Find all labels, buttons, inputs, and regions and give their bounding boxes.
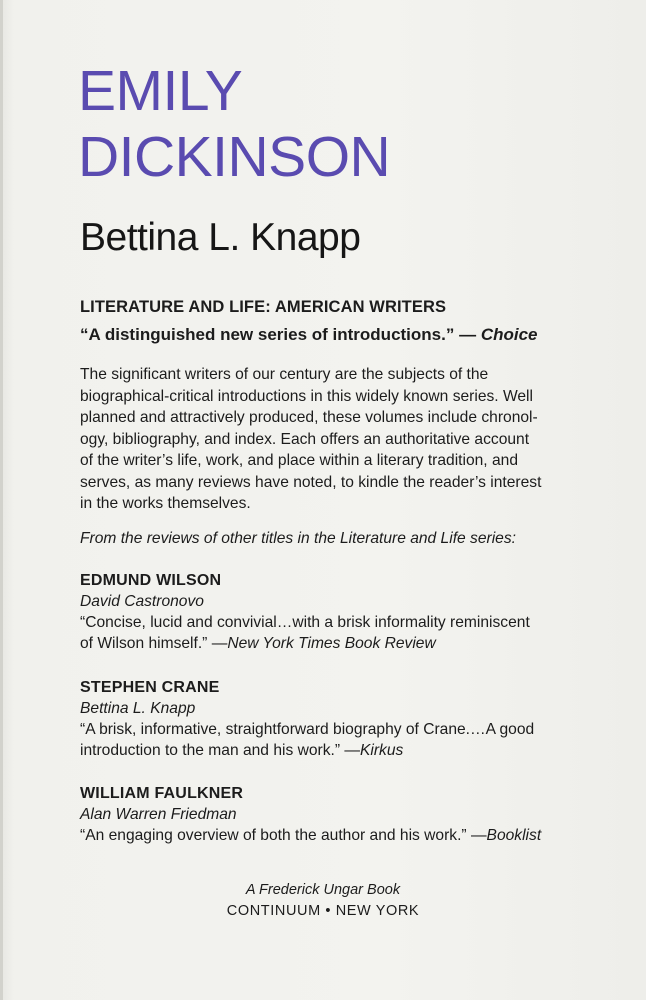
series-description bbox=[80, 364, 568, 515]
review-author: Bettina L. Knapp bbox=[80, 700, 196, 717]
review-author: David Castronovo bbox=[80, 593, 204, 610]
series-quote-text: “A distinguished new series of introductions.” bbox=[80, 325, 455, 344]
review-quote-line bbox=[80, 740, 570, 761]
reviews-intro: From the reviews of other titles in the Literature and Life series: bbox=[80, 530, 516, 547]
review-edmund-wilson bbox=[80, 570, 570, 654]
description-line: in the works themselves. bbox=[80, 495, 251, 512]
review-title: STEPHEN CRANE bbox=[80, 679, 220, 696]
description-line: The significant writers of our century are the subjects of the bbox=[80, 366, 489, 383]
series-quote-dash: — bbox=[454, 325, 481, 344]
book-author: Bettina L. Knapp bbox=[80, 216, 361, 259]
review-author: Alan Warren Friedman bbox=[80, 806, 237, 823]
description-line: biographical-critical introductions in this widely known series. Well bbox=[80, 387, 533, 405]
review-source: Kirkus bbox=[359, 742, 404, 759]
description-line: ogy, bibliography, and index. Each offers an authoritative account bbox=[80, 430, 530, 448]
description-line: planned and attractively produced, these volumes include chronol- bbox=[80, 409, 538, 426]
book-title-line-1: EMILY bbox=[78, 59, 243, 123]
review-quote-line bbox=[80, 633, 570, 654]
review-quote-text: introduction to the man and his work.” — bbox=[80, 742, 360, 759]
book-title bbox=[78, 58, 390, 190]
book-title-line-2: DICKINSON bbox=[78, 125, 391, 189]
description-line: of the writer’s life, work, and place within a literary tradition, and bbox=[80, 452, 518, 469]
review-quote-text: “An engaging overview of both the author and his work.” — bbox=[80, 827, 487, 844]
cover-edge bbox=[0, 0, 3, 1000]
publisher-imprint bbox=[0, 880, 646, 922]
review-title: WILLIAM FAULKNER bbox=[80, 785, 244, 802]
review-title: EDMUND WILSON bbox=[80, 572, 222, 589]
review-quote-line: “Concise, lucid and convivial…with a brisk informality reminiscent bbox=[80, 614, 530, 631]
review-source: Booklist bbox=[486, 827, 542, 844]
series-name: LITERATURE AND LIFE: AMERICAN WRITERS bbox=[80, 298, 447, 316]
review-source: New York Times Book Review bbox=[227, 635, 436, 652]
series-quote bbox=[80, 325, 538, 345]
review-quote-text: of Wilson himself.” — bbox=[80, 635, 228, 652]
review-william-faulkner bbox=[80, 783, 570, 846]
review-quote-line: “A brisk, informative, straightforward biography of Crane.…A good bbox=[80, 721, 535, 738]
series-quote-source: Choice bbox=[480, 325, 538, 344]
publisher-line-1: A Frederick Ungar Book bbox=[245, 882, 401, 898]
review-quote-line bbox=[80, 825, 570, 846]
description-line: serves, as many reviews have noted, to kindle the reader’s interest bbox=[80, 473, 542, 491]
review-stephen-crane bbox=[80, 677, 570, 761]
publisher-line-2: CONTINUUM • NEW YORK bbox=[226, 903, 420, 919]
